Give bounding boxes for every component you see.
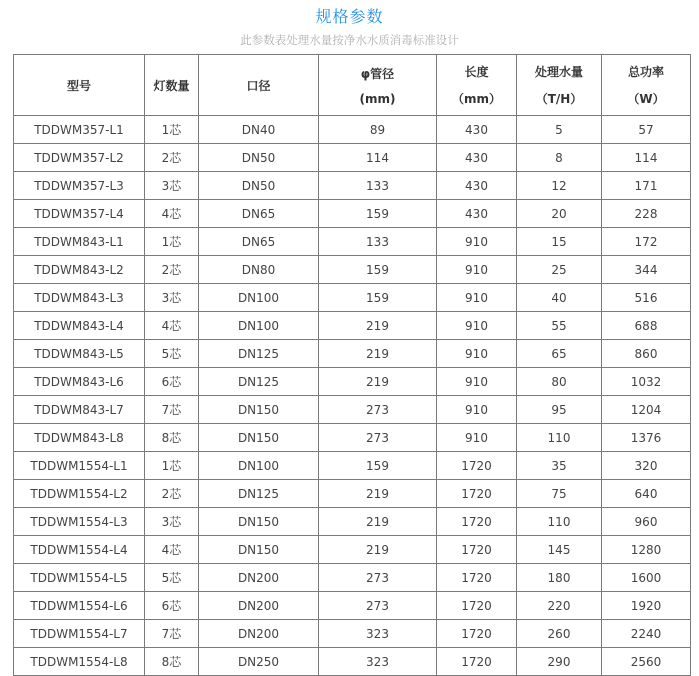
lamp-count-cell: 6芯	[145, 592, 199, 620]
flow-capacity-cell: 25	[517, 256, 602, 284]
model-cell: TDDWM357-L1	[14, 116, 145, 144]
flow-capacity-cell: 180	[517, 564, 602, 592]
caliber-cell: DN40	[199, 116, 319, 144]
model-cell: TDDWM843-L6	[14, 368, 145, 396]
header-model: 型号	[14, 55, 145, 116]
table-header-row	[14, 55, 691, 116]
table-row	[14, 284, 691, 312]
caliber-cell: DN150	[199, 508, 319, 536]
model-cell: TDDWM357-L4	[14, 200, 145, 228]
total-power-cell: 1032	[602, 368, 691, 396]
total-power-cell: 688	[602, 312, 691, 340]
flow-capacity-cell: 5	[517, 116, 602, 144]
table-row	[14, 536, 691, 564]
lamp-count-cell: 8芯	[145, 648, 199, 676]
length-cell: 1720	[437, 620, 517, 648]
caliber-cell: DN100	[199, 452, 319, 480]
total-power-cell: 1920	[602, 592, 691, 620]
table-row	[14, 116, 691, 144]
table-row	[14, 620, 691, 648]
length-cell: 430	[437, 116, 517, 144]
model-cell: TDDWM1554-L8	[14, 648, 145, 676]
total-power-cell: 172	[602, 228, 691, 256]
page-subtitle: 此参数表处理水量按净水水质消毒标准设计	[240, 33, 459, 47]
pipe-diameter-cell: 219	[319, 480, 437, 508]
length-cell: 910	[437, 340, 517, 368]
table-row	[14, 424, 691, 452]
length-cell: 910	[437, 368, 517, 396]
model-cell: TDDWM843-L5	[14, 340, 145, 368]
flow-capacity-cell: 35	[517, 452, 602, 480]
table-row	[14, 648, 691, 676]
length-cell: 430	[437, 200, 517, 228]
flow-capacity-cell: 75	[517, 480, 602, 508]
flow-capacity-cell: 80	[517, 368, 602, 396]
total-power-cell: 860	[602, 340, 691, 368]
total-power-cell: 516	[602, 284, 691, 312]
pipe-diameter-cell: 219	[319, 340, 437, 368]
pipe-diameter-cell: 133	[319, 172, 437, 200]
caliber-cell: DN150	[199, 536, 319, 564]
flow-capacity-cell: 65	[517, 340, 602, 368]
pipe-diameter-cell: 273	[319, 424, 437, 452]
table-row	[14, 312, 691, 340]
model-cell: TDDWM843-L1	[14, 228, 145, 256]
length-cell: 910	[437, 228, 517, 256]
pipe-diameter-cell: 114	[319, 144, 437, 172]
header-caliber: 口径	[199, 55, 319, 116]
lamp-count-cell: 6芯	[145, 368, 199, 396]
table-row	[14, 396, 691, 424]
caliber-cell: DN250	[199, 648, 319, 676]
flow-capacity-cell: 15	[517, 228, 602, 256]
flow-capacity-cell: 55	[517, 312, 602, 340]
pipe-diameter-cell: 273	[319, 396, 437, 424]
flow-capacity-cell: 290	[517, 648, 602, 676]
pipe-diameter-cell: 219	[319, 312, 437, 340]
flow-capacity-cell: 145	[517, 536, 602, 564]
header-pipe-diameter: φ管径 (mm)	[319, 55, 437, 116]
model-cell: TDDWM1554-L1	[14, 452, 145, 480]
model-cell: TDDWM1554-L3	[14, 508, 145, 536]
caliber-cell: DN200	[199, 592, 319, 620]
caliber-cell: DN125	[199, 340, 319, 368]
caliber-cell: DN200	[199, 620, 319, 648]
table-row	[14, 256, 691, 284]
length-cell: 430	[437, 172, 517, 200]
length-cell: 1720	[437, 452, 517, 480]
spec-table	[13, 54, 691, 676]
total-power-cell: 2560	[602, 648, 691, 676]
length-cell: 1720	[437, 508, 517, 536]
table-row	[14, 228, 691, 256]
total-power-cell: 320	[602, 452, 691, 480]
caliber-cell: DN150	[199, 396, 319, 424]
lamp-count-cell: 8芯	[145, 424, 199, 452]
total-power-cell: 114	[602, 144, 691, 172]
length-cell: 910	[437, 396, 517, 424]
lamp-count-cell: 2芯	[145, 256, 199, 284]
model-cell: TDDWM1554-L5	[14, 564, 145, 592]
total-power-cell: 2240	[602, 620, 691, 648]
length-cell: 910	[437, 312, 517, 340]
caliber-cell: DN125	[199, 368, 319, 396]
caliber-cell: DN65	[199, 228, 319, 256]
flow-capacity-cell: 220	[517, 592, 602, 620]
model-cell: TDDWM843-L8	[14, 424, 145, 452]
lamp-count-cell: 2芯	[145, 480, 199, 508]
pipe-diameter-cell: 323	[319, 620, 437, 648]
total-power-cell: 57	[602, 116, 691, 144]
lamp-count-cell: 1芯	[145, 116, 199, 144]
pipe-diameter-cell: 219	[319, 368, 437, 396]
flow-capacity-cell: 20	[517, 200, 602, 228]
lamp-count-cell: 3芯	[145, 508, 199, 536]
total-power-cell: 1376	[602, 424, 691, 452]
lamp-count-cell: 7芯	[145, 620, 199, 648]
lamp-count-cell: 1芯	[145, 452, 199, 480]
pipe-diameter-cell: 159	[319, 452, 437, 480]
length-cell: 1720	[437, 648, 517, 676]
pipe-diameter-cell: 219	[319, 508, 437, 536]
flow-capacity-cell: 40	[517, 284, 602, 312]
lamp-count-cell: 4芯	[145, 536, 199, 564]
total-power-cell: 1204	[602, 396, 691, 424]
total-power-cell: 228	[602, 200, 691, 228]
total-power-cell: 640	[602, 480, 691, 508]
table-row	[14, 452, 691, 480]
caliber-cell: DN65	[199, 200, 319, 228]
model-cell: TDDWM843-L7	[14, 396, 145, 424]
page-title: 规格参数	[315, 7, 384, 26]
pipe-diameter-cell: 219	[319, 536, 437, 564]
flow-capacity-cell: 110	[517, 424, 602, 452]
model-cell: TDDWM357-L3	[14, 172, 145, 200]
pipe-diameter-cell: 273	[319, 564, 437, 592]
lamp-count-cell: 4芯	[145, 200, 199, 228]
table-row	[14, 172, 691, 200]
table-row	[14, 368, 691, 396]
model-cell: TDDWM1554-L6	[14, 592, 145, 620]
caliber-cell: DN150	[199, 424, 319, 452]
total-power-cell: 344	[602, 256, 691, 284]
pipe-diameter-cell: 133	[319, 228, 437, 256]
model-cell: TDDWM357-L2	[14, 144, 145, 172]
model-cell: TDDWM843-L3	[14, 284, 145, 312]
table-row	[14, 200, 691, 228]
caliber-cell: DN100	[199, 312, 319, 340]
length-cell: 910	[437, 256, 517, 284]
header-lamp-count: 灯数量	[145, 55, 199, 116]
lamp-count-cell: 5芯	[145, 340, 199, 368]
table-row	[14, 564, 691, 592]
total-power-cell: 1600	[602, 564, 691, 592]
flow-capacity-cell: 110	[517, 508, 602, 536]
model-cell: TDDWM843-L4	[14, 312, 145, 340]
length-cell: 1720	[437, 536, 517, 564]
flow-capacity-cell: 95	[517, 396, 602, 424]
caliber-cell: DN50	[199, 144, 319, 172]
header-total-power: 总功率 （W）	[602, 55, 691, 116]
pipe-diameter-cell: 159	[319, 284, 437, 312]
length-cell: 910	[437, 424, 517, 452]
flow-capacity-cell: 8	[517, 144, 602, 172]
table-row	[14, 592, 691, 620]
total-power-cell: 1280	[602, 536, 691, 564]
lamp-count-cell: 3芯	[145, 172, 199, 200]
length-cell: 1720	[437, 480, 517, 508]
length-cell: 910	[437, 284, 517, 312]
pipe-diameter-cell: 323	[319, 648, 437, 676]
table-row	[14, 508, 691, 536]
total-power-cell: 960	[602, 508, 691, 536]
model-cell: TDDWM1554-L2	[14, 480, 145, 508]
caliber-cell: DN100	[199, 284, 319, 312]
length-cell: 430	[437, 144, 517, 172]
lamp-count-cell: 7芯	[145, 396, 199, 424]
lamp-count-cell: 3芯	[145, 284, 199, 312]
model-cell: TDDWM1554-L7	[14, 620, 145, 648]
caliber-cell: DN50	[199, 172, 319, 200]
model-cell: TDDWM1554-L4	[14, 536, 145, 564]
table-row	[14, 144, 691, 172]
length-cell: 1720	[437, 592, 517, 620]
caliber-cell: DN80	[199, 256, 319, 284]
lamp-count-cell: 1芯	[145, 228, 199, 256]
model-cell: TDDWM843-L2	[14, 256, 145, 284]
flow-capacity-cell: 260	[517, 620, 602, 648]
header-length: 长度 （mm）	[437, 55, 517, 116]
length-cell: 1720	[437, 564, 517, 592]
lamp-count-cell: 2芯	[145, 144, 199, 172]
table-row	[14, 340, 691, 368]
header-flow-capacity: 处理水量 （T/H）	[517, 55, 602, 116]
flow-capacity-cell: 12	[517, 172, 602, 200]
pipe-diameter-cell: 273	[319, 592, 437, 620]
caliber-cell: DN125	[199, 480, 319, 508]
pipe-diameter-cell: 89	[319, 116, 437, 144]
total-power-cell: 171	[602, 172, 691, 200]
table-body	[14, 116, 691, 676]
lamp-count-cell: 5芯	[145, 564, 199, 592]
caliber-cell: DN200	[199, 564, 319, 592]
pipe-diameter-cell: 159	[319, 200, 437, 228]
lamp-count-cell: 4芯	[145, 312, 199, 340]
table-row	[14, 480, 691, 508]
pipe-diameter-cell: 159	[319, 256, 437, 284]
